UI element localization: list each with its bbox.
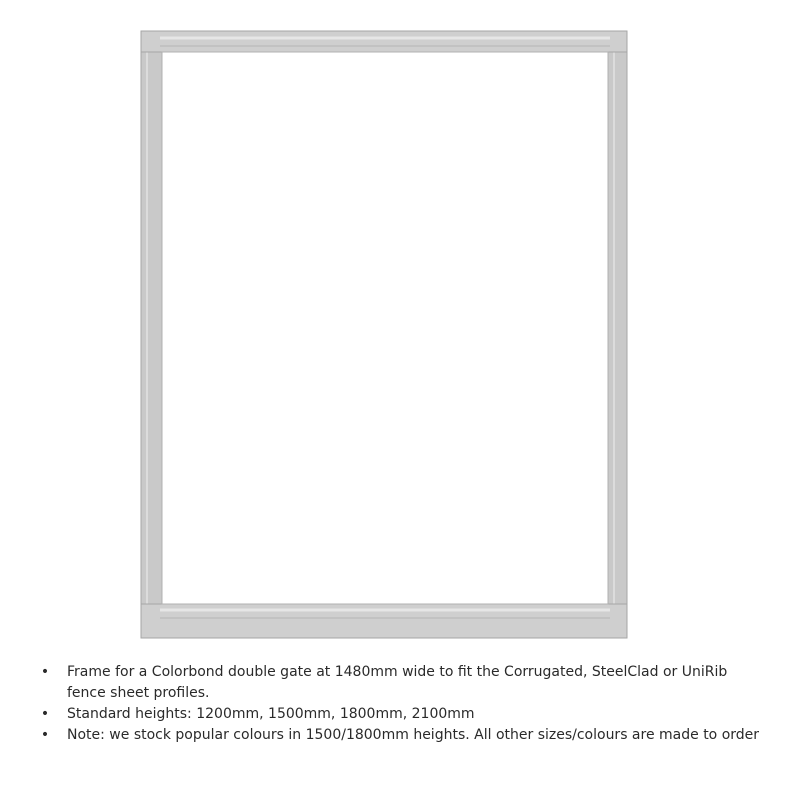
feature-text: Note: we stock popular colours in 1500/1800mm heights. All other sizes/colours are made to order — [67, 727, 760, 743]
feature-item — [40, 725, 760, 746]
feature-item — [40, 704, 760, 725]
feature-item — [40, 662, 760, 704]
feature-list — [40, 662, 760, 746]
feature-text: Frame for a Colorbond double gate at 1480mm wide to fit the Corrugated, SteelClad or UniRib fence sheet profiles. — [67, 664, 728, 701]
bullet-icon: • — [40, 664, 50, 680]
frame-right-upright — [608, 31, 627, 638]
frame-opening — [162, 52, 608, 604]
bullet-icon: • — [40, 706, 50, 722]
frame-top-rail — [141, 31, 627, 52]
feature-text: Standard heights: 1200mm, 1500mm, 1800mm, 2100mm — [67, 706, 475, 722]
bullet-icon: • — [40, 727, 50, 743]
frame-left-upright — [141, 31, 162, 638]
